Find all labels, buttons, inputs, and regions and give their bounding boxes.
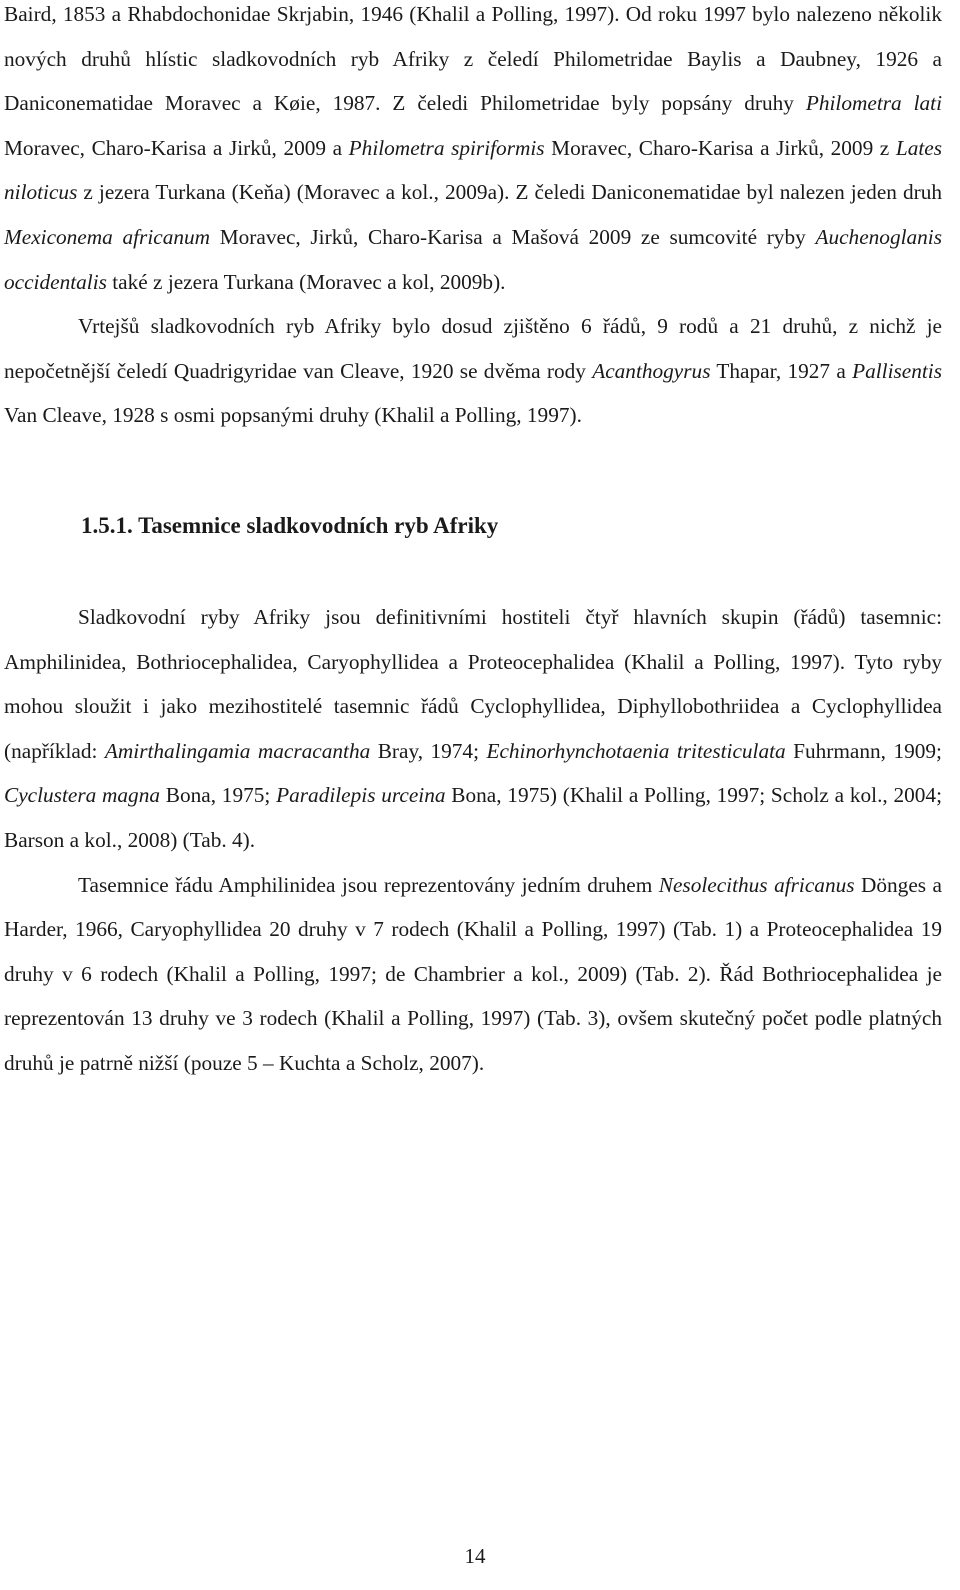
species-name: Paradilepis urceina [276,783,446,808]
species-name: Echinorhynchotaenia tritesticulata [486,738,786,763]
genus-name: Pallisentis [852,358,942,383]
species-name: Philometra lati [805,91,942,116]
species-name: Amirthalingamia macracantha [104,738,371,763]
species-name: Philometra spiriformis [348,135,545,160]
text-run: Baird, 1853 a Rhabdochonidae Skrjabin, 1946 (Khalil a Polling, 1997). Od roku 1997 bylo nalezeno několik nových druhů hlístic sladkovodních ryb Afriky z čeledí Philometridae Baylis a Daubney, 1926 a Daniconematidae Moravec a Køie, 1987. Z čeledi Philometridae byly popsány druhy [4,2,942,116]
species-name: Nesolecithus africanus [658,872,855,897]
text-run: Moravec, Charo-Karisa a Jirků, 2009 z [544,135,896,160]
spacer [4,548,942,595]
page-number: 14 [464,1544,486,1568]
text-run: Moravec, Jirků, Charo-Karisa a Mašová 2009 ze sumcovité ryby [210,224,816,249]
text-run: Fuhrmann, 1909; [785,738,942,763]
text-run: Tasemnice řádu Amphilinidea jsou reprezentovány jedním druhem [78,872,659,897]
section-number: 1.5.1. [81,512,133,538]
text-run: Bray, 1974; [370,738,487,763]
section-heading [81,504,942,548]
species-name: Lates niloticus [4,135,942,205]
spacer [4,438,942,504]
text-run: Bona, 1975; [160,783,277,808]
section-title: Tasemnice sladkovodních ryb Afriky [138,512,499,538]
paragraph-hostitele [4,595,942,863]
paragraph-vrtejsi [4,304,942,438]
document-page [4,0,942,1085]
species-name: Mexiconema africanum [4,224,211,249]
text-run: z jezera Turkana (Keňa) (Moravec a kol., 2009a). Z čeledi Daniconematidae byl nalezen jeden druh [77,180,942,205]
paragraph-rady-tasemnic [4,863,942,1086]
text-run: Bona, 1975) (Khalil a Polling, 1997; Scholz a kol., 2004; Barson a kol., 2008) (Tab. 4). [4,783,942,852]
text-run: Thapar, 1927 a [710,358,853,383]
species-name: Auchenoglanis occidentalis [4,224,943,294]
text-run: Sladkovodní ryby Afriky jsou definitivními hostiteli čtyř hlavních skupin (řádů) tasemnic: Amphilinidea, Bothriocephalidea, Caryophyllidea a Proteocephalidea (Khalil a Polling, 1997). Tyto ryby mohou sloužit i jako mezihostitelé tasemnic řádů Cyclophyllidea, Diphyllobothriidea a Cyclophyllidea (například: [4,604,942,763]
paragraph-hlistice [4,0,942,304]
text-run: Van Cleave, 1928 s osmi popsanými druhy (Khalil a Polling, 1997). [4,403,582,428]
genus-name: Acanthogyrus [592,358,711,383]
text-run: také z jezera Turkana (Moravec a kol, 2009b). [106,269,506,294]
text-run: Dönges a Harder, 1966, Caryophyllidea 20 druhy v 7 rodech (Khalil a Polling, 1997) (Tab. 1) a Proteocephalidea 19 druhy v 6 rodech (Khalil a Polling, 1997; de Chambrier a kol., 2009) (Tab. 2). Řád Bothriocephalidea je reprezentován 13 druhy ve 3 rodech (Khalil a Polling, 1997) (Tab. 3), ovšem skutečný počet podle platných druhů je patrně nižší (pouze 5 – Kuchta a Scholz, 2007). [4,872,942,1075]
species-name: Cyclustera magna [4,783,161,808]
text-run: Vrtejšů sladkovodních ryb Afriky bylo dosud zjištěno 6 řádů, 9 rodů a 21 druhů, z nichž je nepočetnější čeledí Quadrigyridae van Cleave, 1920 se dvěma rody [4,314,942,383]
text-run: Moravec, Charo-Karisa a Jirků, 2009 a [4,135,349,160]
